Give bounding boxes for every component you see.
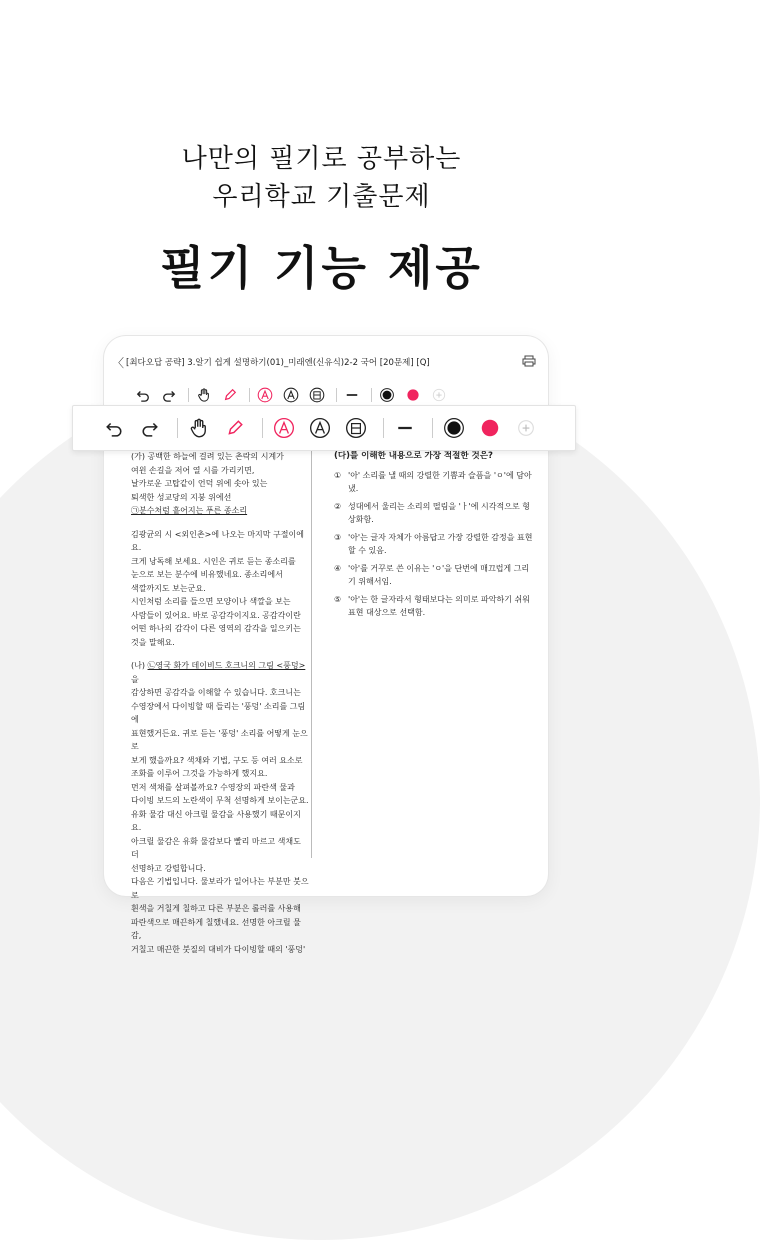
underlined-phrase: ㉡영국 화가 데이비드 호크니의 그림 <풍덩>	[147, 661, 306, 670]
paragraph-line: 다이빙 보드의 노란색이 무척 선명하게 보이는군요.	[131, 796, 309, 805]
pen-icon[interactable]	[220, 413, 250, 443]
toolbar-divider	[249, 388, 250, 402]
hand-icon[interactable]	[184, 413, 214, 443]
paragraph-line: 아크릴 물감은 유화 물감보다 빨리 마르고 색채도 더	[131, 836, 301, 859]
pen-a-icon[interactable]	[305, 413, 335, 443]
option-text: '아'는 글자 자체가 아름답고 가장 강렬한 감정을 표현할 수 있음.	[348, 533, 533, 555]
toolbar-divider	[336, 388, 337, 402]
color-pink[interactable]	[475, 413, 505, 443]
back-button[interactable]: 〈	[112, 356, 125, 370]
add-color-icon[interactable]	[428, 384, 450, 406]
paragraph-line: 표현했거든요. 귀로 듣는 '풍덩' 소리를 어떻게 눈으로	[131, 728, 308, 751]
paragraph-line: 사람들이 있어요. 바로 공감각이지요. 공감각이란	[131, 610, 301, 620]
exam-content	[124, 448, 544, 954]
document-title: [최다오답 공략] 3.알기 쉽게 설명하기(01)_미래엔(신유식)2-2 국어 [20문제] [Q]	[126, 358, 430, 368]
question-column	[334, 448, 534, 624]
pen-a-box-icon[interactable]	[306, 384, 328, 406]
headline-main: 필기 기능 제공	[160, 241, 483, 295]
paragraph-line: 김광균의 시 <외인촌>에 나오는 마지막 구절이에요.	[131, 529, 304, 552]
toolbar-divider	[371, 388, 372, 402]
undo-icon[interactable]	[99, 413, 129, 443]
poem-line: 날카로운 고탑같이 언덕 위에 솟아 있는	[131, 479, 268, 488]
color-black[interactable]	[376, 384, 398, 406]
text-fragment: 을	[131, 674, 139, 684]
option-number: ⑤	[334, 595, 342, 604]
paragraph-line: 눈으로 보는 분수에 비유했네요. 종소리에서	[131, 570, 283, 579]
section-label: (나)	[131, 661, 148, 670]
line-width-icon[interactable]	[341, 384, 363, 406]
paragraph-line: 흰색을 거칠게 칠하고 다른 부분은 롤러를 사용해	[131, 904, 301, 913]
headline-line-1: 나만의 필기로 공부하는	[181, 144, 462, 174]
paragraph-line: 색깔까지도 보는군요.	[131, 583, 206, 593]
option-text: '아'는 한 글자라서 형태보다는 의미로 파악하기 쉬워 표현 대상으로 선택함.	[348, 595, 530, 617]
toolbar-divider	[188, 388, 189, 402]
poem-line: 여윈 손길을 저어 열 시를 가리키면,	[131, 465, 255, 475]
paragraph-line: 거칠고 매끈한 붓질의 대비가 다이빙할 때의 '풍덩'	[131, 944, 306, 954]
headline-line-2: 우리학교 기출문제	[212, 182, 431, 212]
color-pink[interactable]	[402, 384, 424, 406]
pen-icon[interactable]	[219, 384, 241, 406]
toolbar-divider	[432, 418, 433, 438]
toolbar-divider	[262, 418, 263, 438]
answer-option-1[interactable]	[334, 469, 534, 495]
paragraph-line: 조화를 이루어 그것을 가능하게 했지요.	[131, 769, 268, 778]
option-number: ③	[334, 533, 342, 542]
answer-option-2[interactable]	[334, 500, 534, 526]
paragraph-line: 먼저 색채를 살펴볼까요? 수영장의 파란색 물과	[131, 782, 295, 792]
color-black[interactable]	[439, 413, 469, 443]
paragraph-line: 다음은 기법입니다. 물보라가 일어나는 부분만 붓으로	[131, 877, 309, 900]
pen-a-accent-icon[interactable]	[254, 384, 276, 406]
paragraph-line: 감상하면 공감각을 이해할 수 있습니다. 호크니는	[131, 688, 301, 697]
option-number: ④	[334, 564, 342, 573]
hand-icon[interactable]	[193, 384, 215, 406]
toolbar-divider	[177, 418, 178, 438]
paragraph-line: 유화 물감 대신 아크릴 물감을 사용했기 때문이지요.	[131, 809, 301, 832]
paragraph-line: 파란색으로 매끈하게 칠했네요. 선명한 아크릴 물감,	[131, 917, 301, 940]
poem-line: (가) 공백한 하늘에 걸려 있는 촌락의 시계가	[131, 452, 284, 461]
paragraph-line: 보게 했을까요? 색채와 기법, 구도 등 여러 요소로	[131, 755, 303, 765]
drawing-toolbar-enlarged	[72, 405, 576, 451]
undo-icon[interactable]	[132, 384, 154, 406]
pen-a-accent-icon[interactable]	[269, 413, 299, 443]
pen-a-box-icon[interactable]	[341, 413, 371, 443]
paragraph-line	[131, 659, 311, 686]
line-width-icon[interactable]	[390, 413, 420, 443]
paragraph-line: 크게 낭독해 보세요. 시인은 귀로 듣는 종소리를	[131, 556, 296, 566]
redo-icon[interactable]	[158, 384, 180, 406]
document-header	[104, 352, 548, 374]
question-title: (다)를 이해한 내용으로 가장 적절한 것은?	[334, 451, 493, 461]
poem-line: 퇴색한 성교당의 지붕 위에선	[131, 492, 232, 502]
redo-icon[interactable]	[135, 413, 165, 443]
print-icon[interactable]	[522, 355, 536, 367]
paragraph-line: 수영장에서 다이빙할 때 들리는 '풍덩' 소리를 그림에	[131, 701, 306, 724]
paragraph-line: 어떤 하나의 감각이 다른 영역의 감각을 일으키는	[131, 624, 301, 633]
option-text: '아'를 거꾸로 쓴 이유는 'ㅇ'을 단번에 매끄럽게 그리기 위해서임.	[348, 564, 530, 586]
option-text: '아' 소리를 낼 때의 강렬한 기쁨과 슬픔을 'ㅇ'에 담아 냈.	[348, 471, 532, 493]
poem-line-underlined: ㉠분수처럼 흩어지는 푸른 종소리	[131, 506, 248, 515]
paragraph-line: 것을 말해요.	[131, 637, 175, 647]
add-color-icon[interactable]	[511, 413, 541, 443]
passage-column	[124, 448, 312, 954]
paragraph-line: 선명하고 강렬합니다.	[131, 863, 206, 873]
pen-a-icon[interactable]	[280, 384, 302, 406]
option-number: ②	[334, 502, 342, 511]
toolbar-divider	[383, 418, 384, 438]
answer-option-5[interactable]	[334, 593, 534, 619]
answer-option-4[interactable]	[334, 562, 534, 588]
paragraph-line: 시인처럼 소리를 들으면 모양이나 색깔을 보는	[131, 597, 291, 606]
option-text: 성대에서 울리는 소리의 떨림을 'ㅏ'에 시각적으로 형상화함.	[348, 502, 530, 524]
answer-option-3[interactable]	[334, 531, 534, 557]
option-number: ①	[334, 471, 342, 480]
